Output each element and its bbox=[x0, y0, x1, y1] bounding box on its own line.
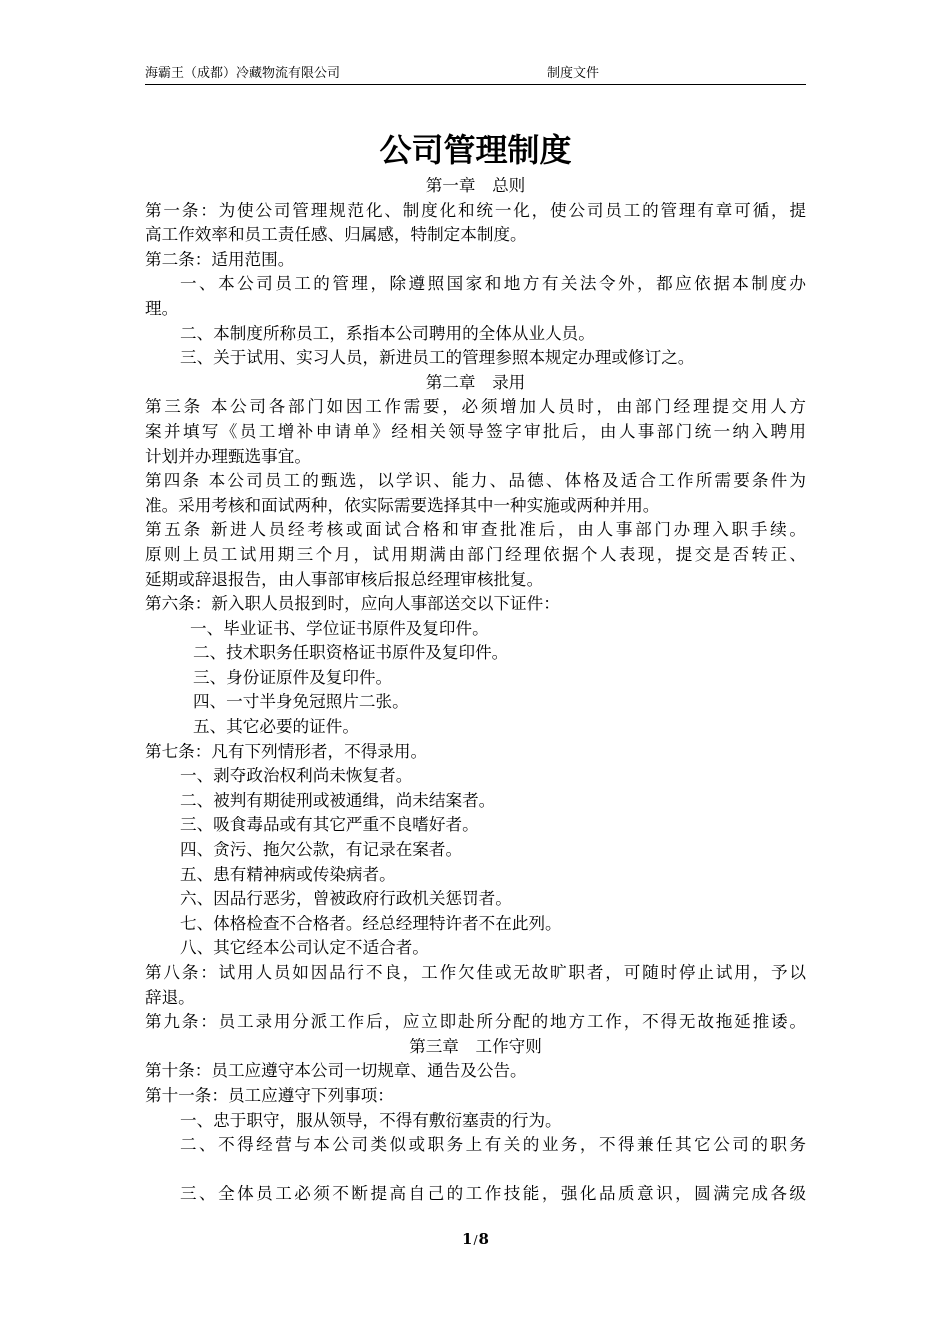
list-item: 四、贪污、拖欠公款，有记录在案者。 bbox=[180, 840, 463, 860]
clause-item: 一、本公司员工的管理，除遵照国家和地方有关法令外，都应依据本制度办 bbox=[180, 274, 806, 294]
list-item: 二、被判有期徒刑或被通缉，尚未结案者。 bbox=[180, 790, 496, 810]
list-item: 一、毕业证书、学位证书原件及复印件。 bbox=[190, 618, 489, 638]
article-text: 第五条 新进人员经考核或面试合格和审查批准后，由人事部门办理入职手续。 bbox=[145, 520, 806, 540]
blank-line bbox=[145, 1158, 806, 1183]
list-item: 三、身份证原件及复印件。 bbox=[193, 667, 393, 687]
clause-item: 理。 bbox=[145, 298, 179, 318]
list-item: 三、全体员工必须不断提高自己的工作技能，强化品质意识，圆满完成各级 bbox=[180, 1184, 806, 1204]
article-text: 准。采用考核和面试两种，依实际需要选择其中一种实施或两种并用。 bbox=[145, 495, 660, 515]
clause-item: 二、本制度所称员工，系指本公司聘用的全体从业人员。 bbox=[180, 323, 595, 343]
list-item: 三、吸食毒品或有其它严重不良嗜好者。 bbox=[180, 815, 479, 835]
article-text: 第一条：为使公司管理规范化、制度化和统一化，使公司员工的管理有章可循，提 bbox=[145, 200, 806, 220]
list-item: 二、不得经营与本公司类似或职务上有关的业务，不得兼任其它公司的职务 bbox=[180, 1135, 806, 1155]
page-number bbox=[145, 1229, 806, 1250]
document-title: 公司管理制度 bbox=[379, 131, 572, 169]
list-item: 一、忠于职守，服从领导，不得有敷衍塞责的行为。 bbox=[180, 1110, 562, 1130]
list-item: 四、一寸半身免冠照片二张。 bbox=[193, 692, 409, 712]
article-text: 辞退。 bbox=[145, 987, 195, 1007]
document-body bbox=[145, 174, 806, 1207]
page-separator: / bbox=[473, 1233, 478, 1247]
chapter-heading: 第一章 总则 bbox=[425, 176, 526, 195]
list-item: 一、剥夺政治权利尚未恢复者。 bbox=[180, 766, 413, 786]
article-text: 第四条 本公司员工的甄选，以学识、能力、品德、体格及适合工作所需要条件为 bbox=[145, 471, 806, 491]
list-item: 七、体格检查不合格者。经总经理特许者不在此列。 bbox=[180, 913, 562, 933]
article-text: 第八条：试用人员如因品行不良，工作欠佳或无故旷职者，可随时停止试用，予以 bbox=[145, 963, 806, 982]
article-text: 第三条 本公司各部门如因工作需要，必须增加人员时，由部门经理提交用人方 bbox=[145, 397, 806, 417]
list-item: 六、因品行恶劣，曾被政府行政机关惩罚者。 bbox=[180, 889, 512, 909]
list-item: 八、其它经本公司认定不适合者。 bbox=[180, 938, 429, 958]
article-heading: 第七条：凡有下列情形者，不得录用。 bbox=[145, 741, 428, 761]
article-text: 第九条：员工录用分派工作后，应立即赴所分配的地方工作，不得无故拖延推诿。 bbox=[145, 1012, 806, 1032]
article-text: 计划并办理甄选事宜。 bbox=[145, 446, 311, 466]
list-item: 五、其它必要的证件。 bbox=[193, 717, 359, 737]
page-current: 1 bbox=[462, 1230, 473, 1248]
article-text: 延期或辞退报告，由人事部审核后报总经理审核批复。 bbox=[145, 569, 544, 589]
article-text: 案并填写《员工增补申请单》经相关领导签字审批后，由人事部门统一纳入聘用 bbox=[145, 421, 806, 441]
article-heading: 第六条：新入职人员报到时，应向人事部送交以下证件： bbox=[145, 594, 560, 614]
list-item: 五、患有精神病或传染病者。 bbox=[180, 864, 396, 884]
article-text: 第十条：员工应遵守本公司一切规章、通告及公告。 bbox=[145, 1061, 527, 1081]
page-header bbox=[145, 64, 806, 85]
clause-item: 三、关于试用、实习人员，新进员工的管理参照本规定办理或修订之。 bbox=[180, 348, 695, 368]
header-document-type: 制度文件 bbox=[547, 66, 600, 81]
page-total: 8 bbox=[478, 1230, 489, 1248]
header-company-name: 海霸王（成都）冷藏物流有限公司 bbox=[145, 66, 341, 81]
chapter-heading: 第二章 录用 bbox=[425, 372, 526, 392]
article-heading: 第十一条：员工应遵守下列事项： bbox=[145, 1085, 394, 1105]
article-heading: 第二条：适用范围。 bbox=[145, 249, 295, 269]
chapter-heading: 第三章 工作守则 bbox=[409, 1036, 542, 1056]
article-text: 高工作效率和员工责任感、归属感，特制定本制度。 bbox=[145, 225, 527, 245]
list-item: 二、技术职务任职资格证书原件及复印件。 bbox=[193, 643, 509, 663]
article-text: 原则上员工试用期三个月，试用期满由部门经理依据个人表现，提交是否转正、 bbox=[145, 544, 806, 564]
